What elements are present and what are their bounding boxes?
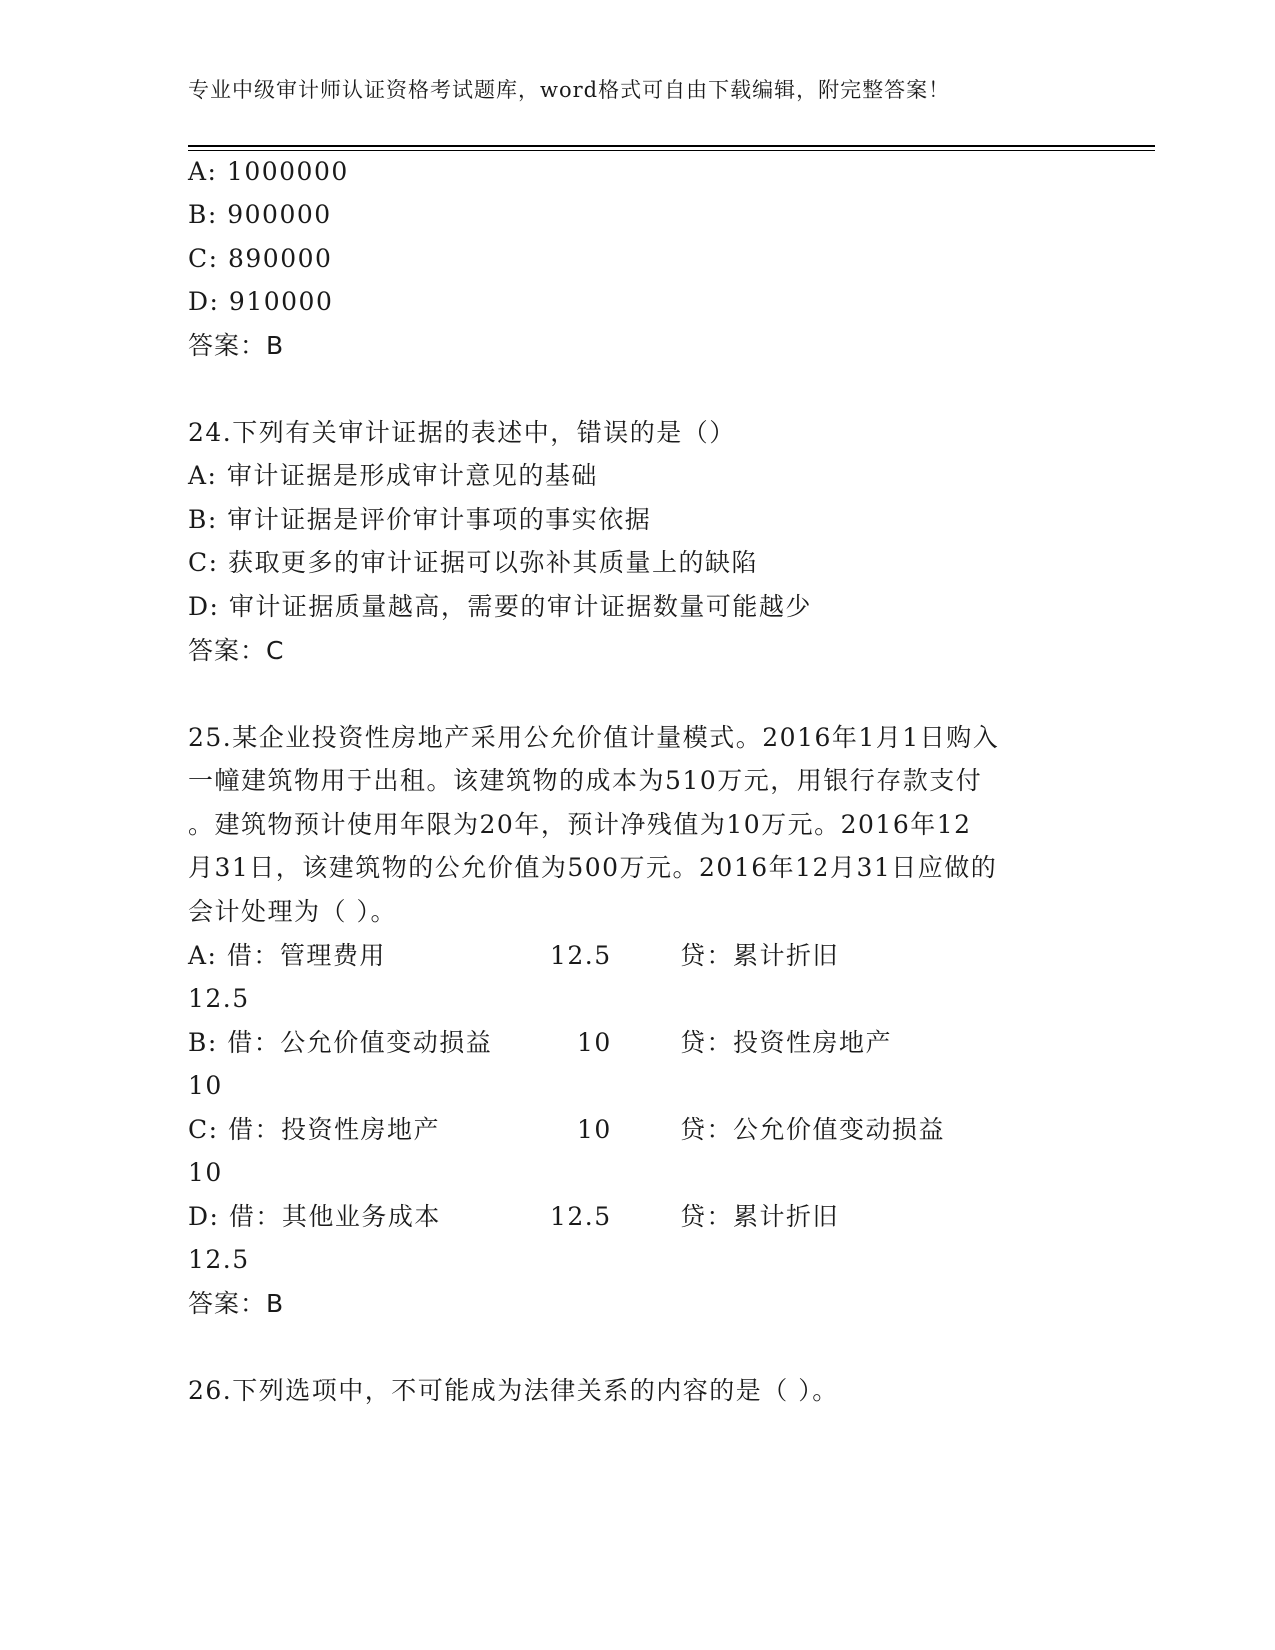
q24-stem: 24.下列有关审计证据的表述中，错误的是（） xyxy=(188,418,736,447)
q23-option-b: B: 900000 xyxy=(188,200,332,229)
q23-option-a: A: 1000000 xyxy=(188,157,349,186)
q24-option-b: B: 审计证据是评价审计事项的事实依据 xyxy=(188,505,652,534)
q25-stem-line: 。建筑物预计使用年限为20年，预计净残值为10万元。2016年12 xyxy=(188,810,972,839)
q26-stem: 26.下列选项中，不可能成为法律关系的内容的是（ ）。 xyxy=(188,1376,839,1405)
q25-stem-line: 25.某企业投资性房地产采用公允价值计量模式。2016年1月1日购入 xyxy=(188,723,1000,752)
q24-answer: 答案：C xyxy=(188,636,285,665)
q24-option-a: A: 审计证据是形成审计意见的基础 xyxy=(188,461,598,490)
q25-option-c-carry: 10 xyxy=(188,1158,223,1187)
q24-option-d: D: 审计证据质量越高，需要的审计证据数量可能越少 xyxy=(188,592,812,621)
header-divider-thin xyxy=(188,150,1155,151)
q25-option-d-carry: 12.5 xyxy=(188,1245,250,1274)
header-divider xyxy=(188,145,1155,147)
option-debit: D: 借：其他业务成本 xyxy=(188,1202,441,1231)
option-debit: B: 借：公允价值变动损益 xyxy=(188,1028,493,1057)
q24-option-c: C: 获取更多的审计证据可以弥补其质量上的缺陷 xyxy=(188,548,758,577)
option-credit: 贷：累计折旧 xyxy=(680,941,840,970)
q25-stem-line: 月31日，该建筑物的公允价值为500万元。2016年12月31日应做的 xyxy=(188,853,998,882)
page-header: 专业中级审计师认证资格考试题库，word格式可自由下载编辑，附完整答案！ xyxy=(188,78,951,102)
option-debit: C: 借：投资性房地产 xyxy=(188,1115,440,1144)
option-amount: 12.5 xyxy=(550,1202,612,1231)
q25-option-b-carry: 10 xyxy=(188,1071,223,1100)
option-amount: 12.5 xyxy=(550,941,612,970)
q25-option-a-carry: 12.5 xyxy=(188,984,250,1013)
option-credit: 贷：累计折旧 xyxy=(680,1202,840,1231)
option-debit: A: 借：管理费用 xyxy=(188,941,386,970)
option-amount: 10 xyxy=(577,1028,612,1057)
q23-option-c: C: 890000 xyxy=(188,244,333,273)
q25-stem-line: 一幢建筑物用于出租。该建筑物的成本为510万元，用银行存款支付 xyxy=(188,766,983,795)
q23-option-d: D: 910000 xyxy=(188,287,334,316)
option-amount: 10 xyxy=(577,1115,612,1144)
q25-stem-line: 会计处理为（ ）。 xyxy=(188,897,397,926)
option-credit: 贷：公允价值变动损益 xyxy=(680,1115,946,1144)
option-credit: 贷：投资性房地产 xyxy=(680,1028,893,1057)
q25-answer: 答案：B xyxy=(188,1289,285,1318)
q23-answer: 答案：B xyxy=(188,331,285,360)
